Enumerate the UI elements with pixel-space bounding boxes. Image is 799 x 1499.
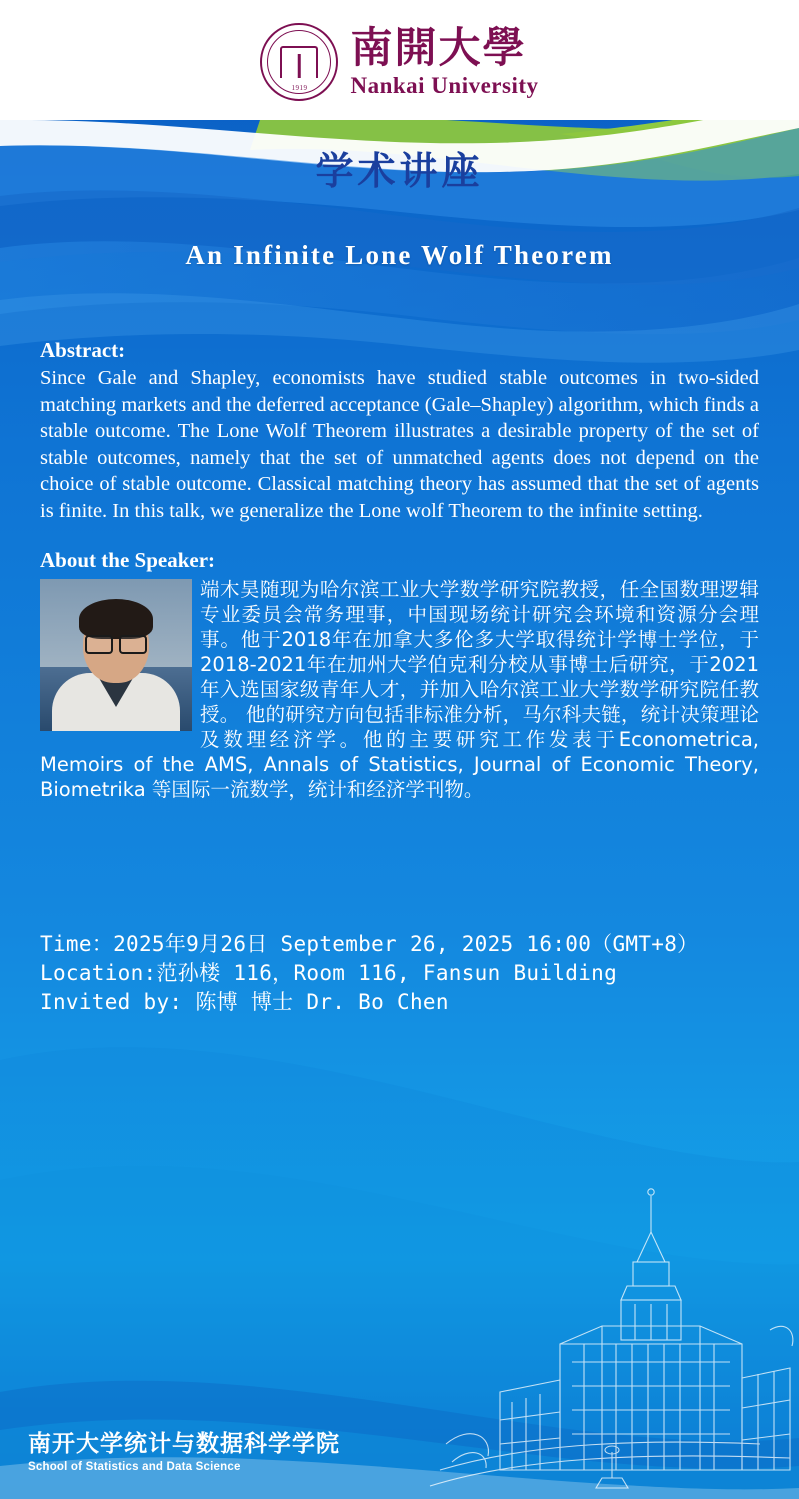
talk-title: An Infinite Lone Wolf Theorem [185, 240, 614, 270]
event-invited-by: Invited by: 陈博 博士 Dr. Bo Chen [40, 990, 449, 1014]
event-location: Location:范孙楼 116，Room 116, Fansun Building [40, 961, 618, 985]
school-name-cn: 南开大学统计与数据科学学院 [28, 1430, 340, 1458]
school-name-en: School of Statistics and Data Science [28, 1461, 241, 1473]
university-name-en: Nankai University [350, 73, 539, 98]
speaker-bio-block [40, 577, 759, 802]
speaker-photo [40, 579, 192, 731]
abstract-text: Since Gale and Shapley, economists have studied stable outcomes in two-sided matching markets and the deferred acceptance (Gale–Shapley) algorithm, which finds a stable outcome. The Lone Wolf Theorem illustrates a desirable property of the set of stable outcomes, namely that the set of unmatched agents does not depend on the choice of stable outcome. Classical matching theory has assumed that the set of agents is finite. In this talk, we generalize the Lone wolf Theorem to the infinite setting. [40, 367, 759, 522]
speaker-bio-text: 端木昊随现为哈尔滨工业大学数学研究院教授，任全国数理逻辑专业委员会常务理事，中国现场统计研究会环境和资源分会理事。他于2018年在加拿大多伦多大学取得统计学博士学位，于2018-2021年在加州大学伯克利分校从事博士后研究，于2021年入选国家级青年人才，并加入哈尔滨工业大学数学研究院任教授。 他的研究方向包括非标准分析，马尔科夫链，统计决策理论及数理经济学。他的主要研究工作发表于Econometrica, Memoirs of the AMS, Annals of Statistics, Journal of Economic Theory, Biometrika 等国际一流数学，统计和经济学刊物。 [40, 578, 759, 801]
speaker-heading: About the Speaker: [40, 548, 216, 572]
university-logo [0, 16, 799, 108]
event-type-title: 学术讲座 [315, 148, 484, 193]
seal-year-label: 1919 [291, 84, 308, 92]
abstract-heading: Abstract: [40, 338, 126, 362]
university-name-cn: 南開大學 [350, 23, 527, 72]
event-time: Time：2025年9月26日 September 26, 2025 16:00（GMT+8） [40, 932, 699, 956]
footer-school [28, 1430, 340, 1473]
nankai-seal-icon [260, 23, 338, 101]
event-details [40, 930, 759, 1017]
poster-body [40, 338, 759, 802]
